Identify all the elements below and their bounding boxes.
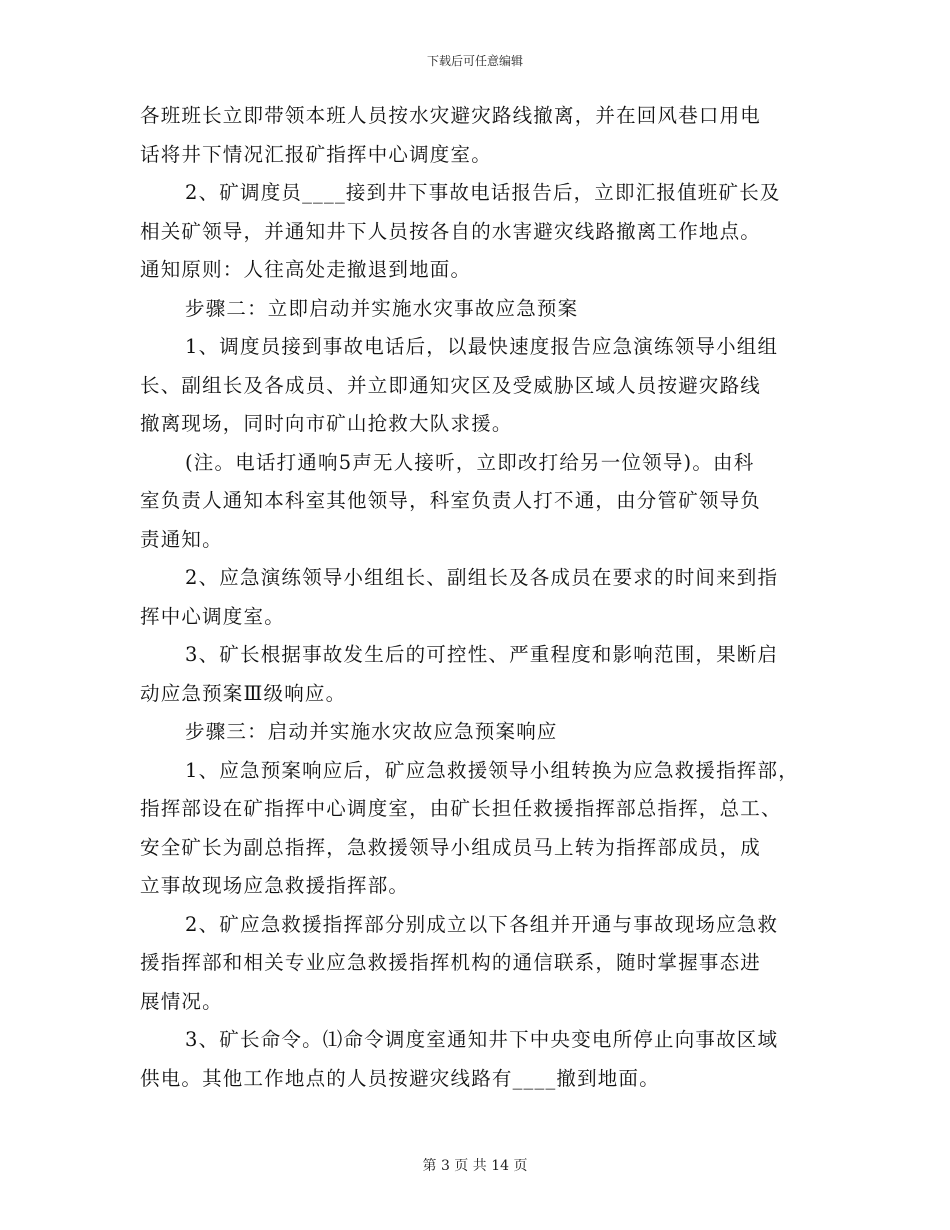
- text-line: 援指挥部和相关专业应急救援指挥机构的通信联系，随时掌握事态进: [140, 951, 762, 974]
- page-header: 下载后可任意编辑: [426, 54, 523, 68]
- text-line: 立事故现场应急救援指挥部。: [140, 874, 410, 897]
- text-line: 撤离现场，同时向市矿山抢救大队求援。: [140, 412, 513, 435]
- text-line: 步骤三：启动并实施水灾故应急预案响应: [185, 720, 558, 743]
- text-line: 3、矿长根据事故发生后的可控性、严重程度和影响范围，果断启: [185, 643, 779, 666]
- text-line: 1、应急预案响应后，矿应急救援领导小组转换为应急救援指挥部，: [185, 758, 799, 782]
- text-line: 话将井下情况汇报矿指挥中心调度室。: [140, 142, 492, 166]
- text-line: 各班班长立即带领本班人员按水灾避灾路线撤离，并在回风巷口用电: [140, 104, 762, 127]
- text-line: 供电。其他工作地点的人员按避灾线路有____撤到地面。: [140, 1066, 660, 1090]
- text-line: 2、应急演练领导小组组长、副组长及各成员在要求的时间来到指: [185, 566, 779, 589]
- text-line: 相关矿领导，并通知井下人员按各自的水害避灾线路撤离工作地点。: [140, 219, 762, 243]
- text-line: 通知原则：人往高处走撤退到地面。: [140, 258, 472, 281]
- text-line: 3、矿长命令。⑴命令调度室通知井下中央变电所停止向事故区域: [185, 1028, 779, 1051]
- page-footer: 第 3 页 共 14 页: [422, 1158, 528, 1174]
- text-line: (注。电话打通响5声无人接听，立即改打给另一位领导)。由科: [185, 450, 755, 474]
- text-line: 步骤二：立即启动并实施水灾事故应急预案: [185, 296, 579, 320]
- text-line: 展情况。: [140, 989, 223, 1013]
- text-line: 挥中心调度室。: [140, 604, 285, 628]
- text-line: 室负责人通知本科室其他领导，科室负责人打不通，由分管矿领导负: [140, 489, 762, 512]
- text-line: 安全矿长为副总指挥，急救援领导小组成员马上转为指挥部成员，成: [140, 835, 762, 859]
- text-line: 责通知。: [140, 527, 223, 551]
- text-line: 2、矿调度员____接到井下事故电话报告后，立即汇报值班矿长及: [185, 181, 781, 204]
- text-line: 1、调度员接到事故电话后，以最快速度报告应急演练领导小组组: [185, 335, 779, 358]
- text-line: 指挥部设在矿指挥中心调度室，由矿长担任救援指挥部总指挥，总工、: [140, 797, 782, 820]
- text-line: 动应急预案Ⅲ级响应。: [140, 681, 347, 705]
- text-line: 长、副组长及各成员、并立即通知灾区及受威胁区域人员按避灾路线: [140, 373, 762, 397]
- text-line: 2、矿应急救援指挥部分别成立以下各组并开通与事故现场应急救: [185, 912, 779, 936]
- document-body: [140, 106, 830, 1107]
